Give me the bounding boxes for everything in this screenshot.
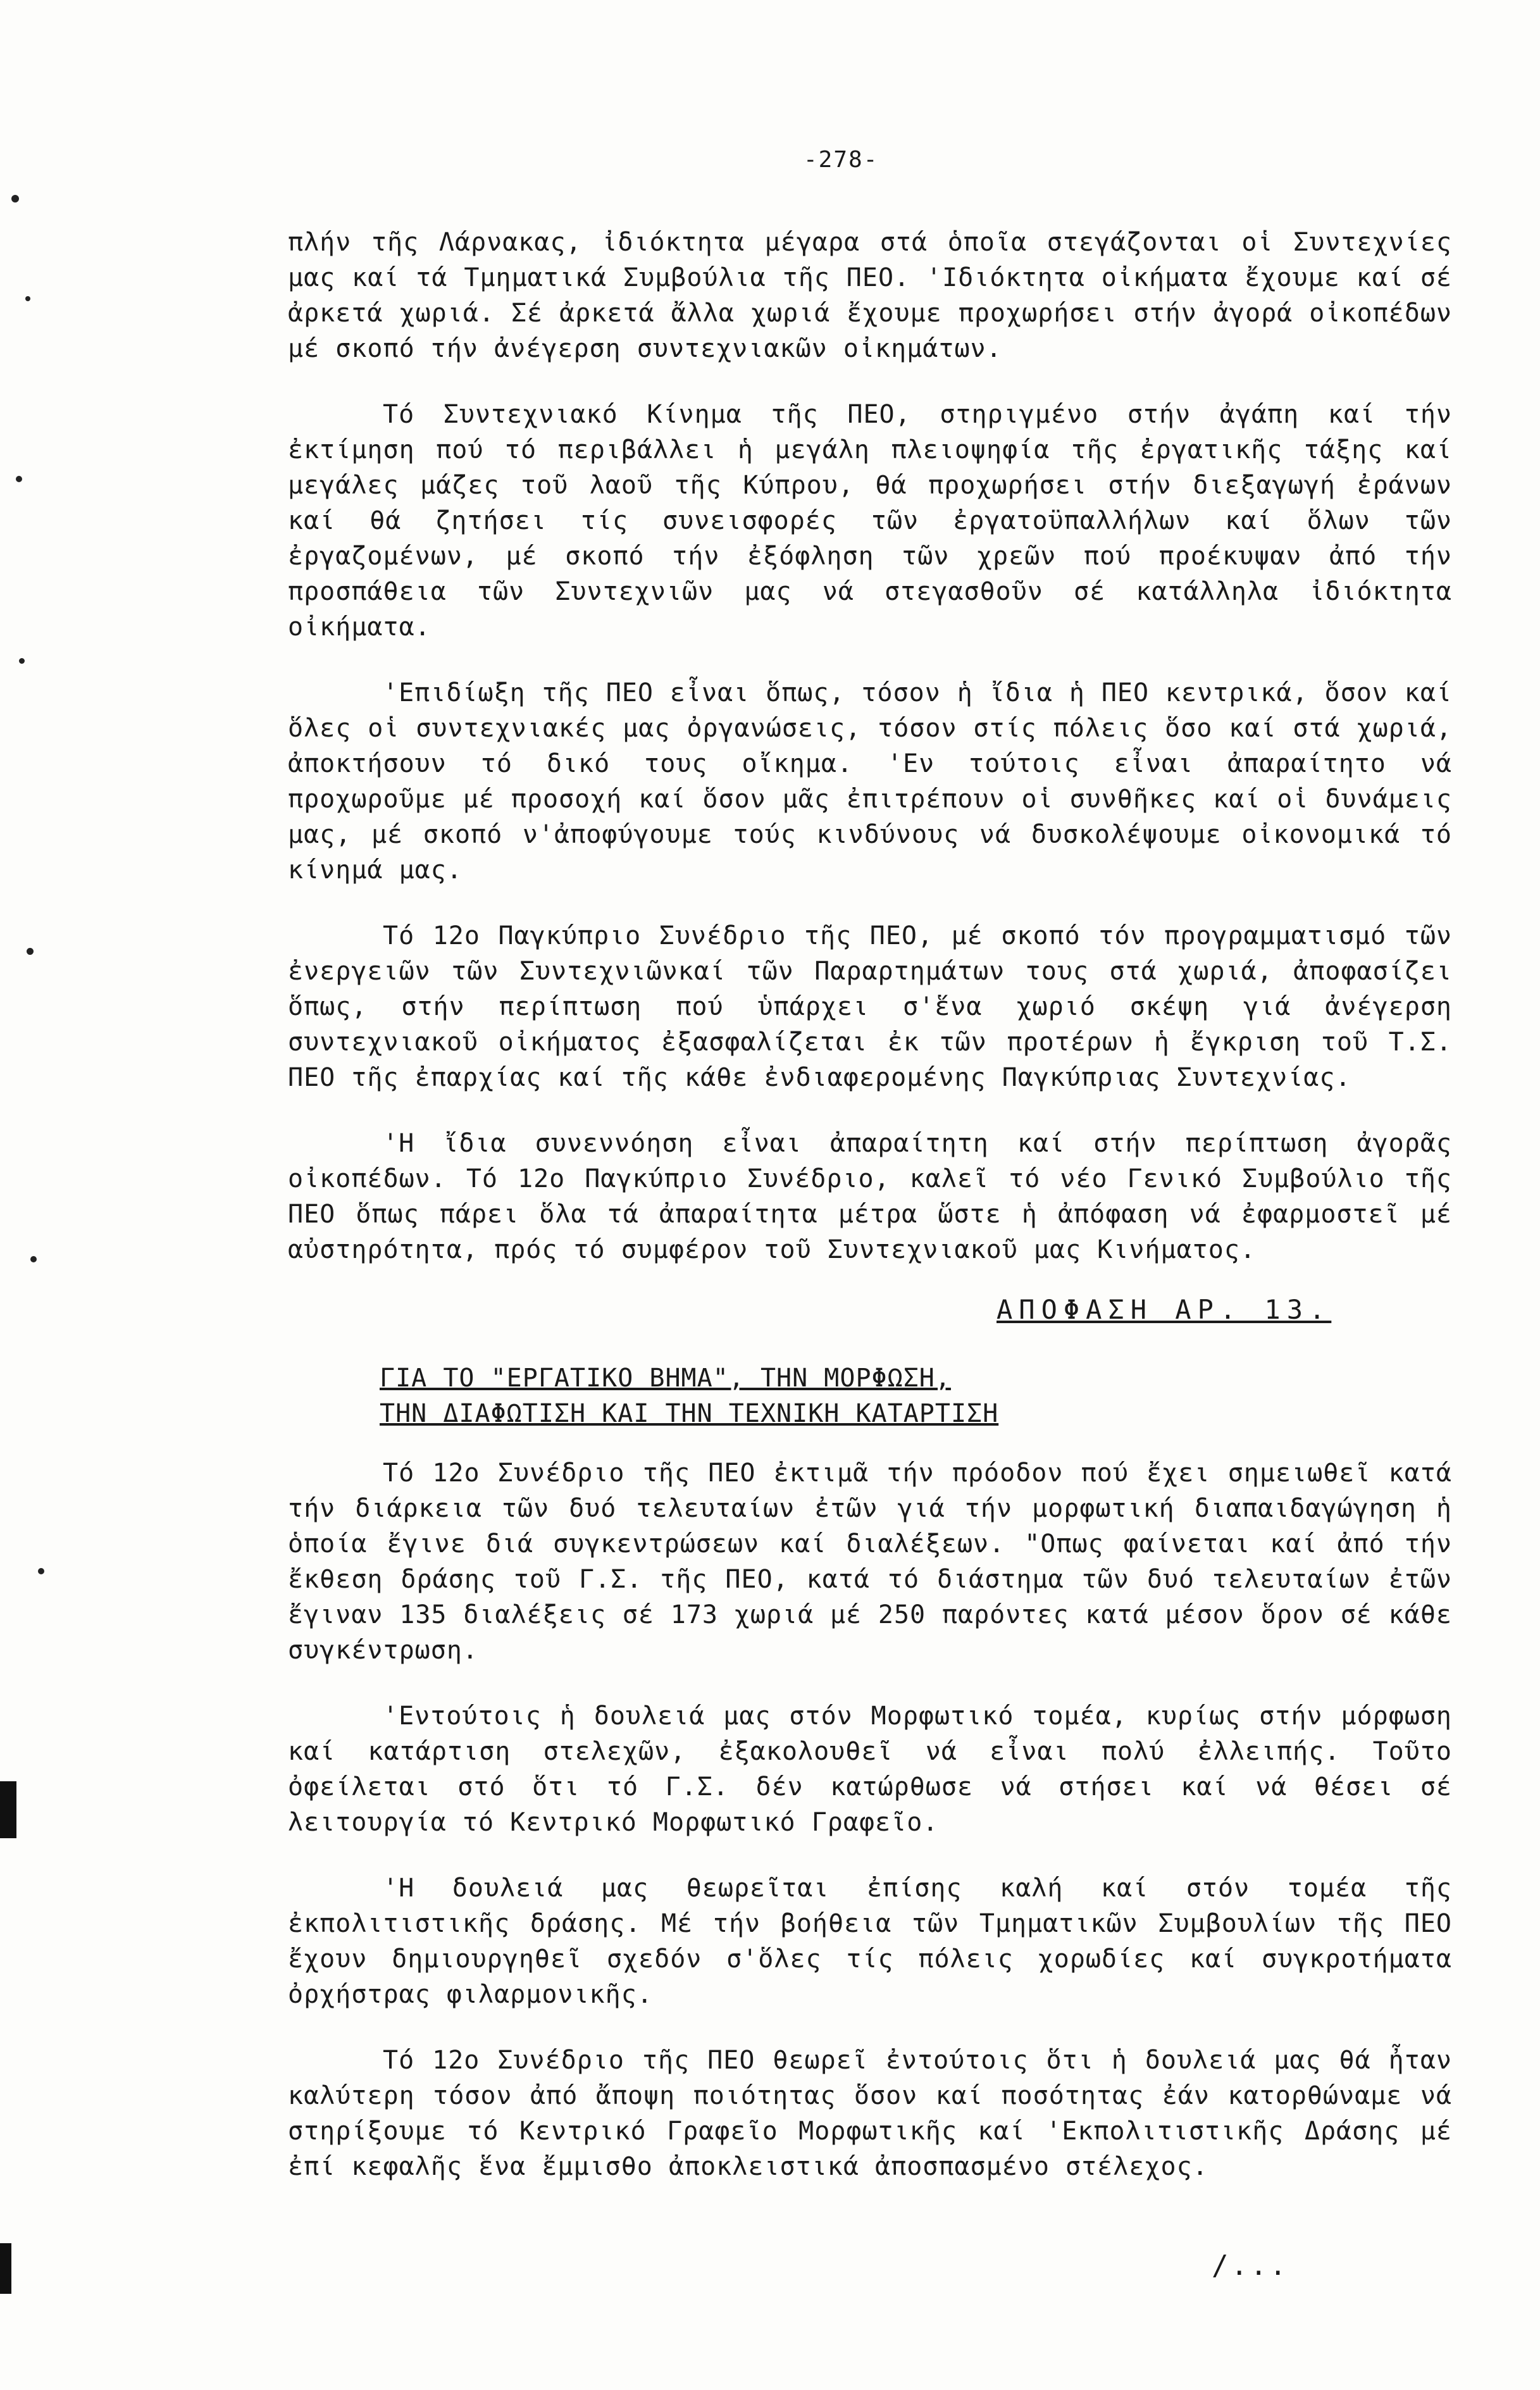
top-section xyxy=(288,225,1452,1298)
continuation-mark: /... xyxy=(1212,2250,1289,2282)
scan-edge-mark xyxy=(0,1781,16,1838)
paragraph: Τό Συντεχνιακό Κίνημα τῆς ΠΕΟ, στηριγμένο στήν ἀγάπη καί τήν ἐκτίμηση πού τό περιβάλλει ἡ μεγάλη πλειοψηφία τῆς ἐργατικῆς τάξης καί μεγάλες μάζες τοῦ λαοῦ τῆς Κύπρου, θά προχωρήσει στήν διεξαγωγή ἐράνων καί θά ζητήσει τίς συνεισφορές τῶν ἐργατοϋπαλλήλων καί ὅλων τῶν ἐργαζομένων, μέ σκοπό τήν ἐξόφληση τῶν χρεῶν πού προέκυψαν ἀπό τήν προσπάθεια τῶν Συντεχνιῶν μας νά στεγασθοῦν σέ κατάλληλα ἰδιόκτητα οἰκήματα. xyxy=(288,400,1452,642)
paragraph: Τό 12ο Συνέδριο τῆς ΠΕΟ ἐκτιμᾶ τήν πρόοδον πού ἔχει σημειωθεῖ κατά τήν διάρκεια τῶν δυό τελευταίων ἐτῶν γιά τήν μορφωτική διαπαιδαγώγηση ἡ ὁποία ἔγινε διά συγκεντρώσεων καί διαλέξεων. "Οπως φαίνεται καί ἀπό τήν ἔκθεση δράσης τοῦ Γ.Σ. τῆς ΠΕΟ, κατά τό διάστημα τῶν δυό τελευταίων ἐτῶν ἔγιναν 135 διαλέξεις σέ 173 χωριά μέ 250 παρόντες κατά μέσον ὅρον σέ κάθε συγκέντρωση. xyxy=(288,1459,1452,1665)
scan-speck xyxy=(25,296,30,301)
paragraph: 'Εντούτοις ἡ δουλειά μας στόν Μορφωτικό τομέα, κυρίως στήν μόρφωση καί κατάρτιση στελεχῶν, ἐξακολουθεῖ νά εἶναι πολύ ἐλλειπής. Τοῦτο ὀφείλεται στό ὅτι τό Γ.Σ. δέν κατώρθωσε νά στήσει καί νά θέσει σέ λειτουργία τό Κεντρικό Μορφωτικό Γραφεῖο. xyxy=(288,1702,1452,1837)
paragraph: Τό 12ο Παγκύπριο Συνέδριο τῆς ΠΕΟ, μέ σκοπό τόν προγραμματισμό τῶν ἐνεργειῶν τῶν Συντεχνιῶνκαί τῶν Παραρτημάτων τους στά χωριά, ἀποφασίζει ὅπως, στήν περίπτωση πού ὑπάρχει σ'ἕνα χωριό σκέψη γιά ἀνέγερση συντεχνιακοῦ οἰκήματος ἐξασφαλίζεται ἐκ τῶν προτέρων ἡ ἔγκριση τοῦ Τ.Σ. ΠΕΟ τῆς ἐπαρχίας καί τῆς κάθε ἐνδιαφερομένης Παγκύπριας Συντεχνίας. xyxy=(288,921,1452,1092)
scan-speck xyxy=(30,1256,37,1262)
paragraph: Τό 12ο Συνέδριο τῆς ΠΕΟ θεωρεῖ ἐντούτοις ὅτι ἡ δουλειά μας θά ἦταν καλύτερη τόσον ἀπό ἄποψη ποιότητας ὅσον καί ποσότητας ἐάν κατορθώναμε νά στηρίξουμε τό Κεντρικό Γραφεῖο Μορφωτικῆς καί 'Εκπολιτιστικῆς Δράσης μέ ἐπί κεφαλῆς ἕνα ἔμμισθο ἀποκλειστικά ἀποσπασμένο στέλεχος. xyxy=(288,2046,1452,2181)
scan-speck xyxy=(19,658,25,664)
scan-speck xyxy=(11,195,19,202)
paragraph: πλήν τῆς Λάρνακας, ἰδιόκτητα μέγαρα στά ὁποῖα στεγάζονται οἱ Συντεχνίες μας καί τά Τμηματικά Συμβούλια τῆς ΠΕΟ. 'Ιδιόκτητα οἰκήματα ἔχουμε καί σέ ἀρκετά χωριά. Σέ ἀρκετά ἄλλα χωριά ἔχουμε προχωρήσει στήν ἀγορά οἰκοπέδων μέ σκοπό τήν ἀνέγερση συντεχνιακῶν οἰκημάτων. xyxy=(288,228,1452,363)
paragraph: 'Επιδίωξη τῆς ΠΕΟ εἶναι ὅπως, τόσον ἡ ἴδια ἡ ΠΕΟ κεντρικά, ὅσον καί ὅλες οἱ συντεχνιακές μας ὀργανώσεις, τόσον στίς πόλεις ὅσο καί στά χωριά, ἀποκτήσουν τό δικό τους οἴκημα. 'Εν τούτοις εἶναι ἀπαραίτητο νά προχωροῦμε μέ προσοχή καί ὅσον μᾶς ἐπιτρέπουν οἱ συνθῆκες καί οἱ δυνάμεις μας, μέ σκοπό ν'ἀποφύγουμε τούς κινδύνους νά δυσκολέψουμε οἰκονομικά τό κίνημά μας. xyxy=(288,678,1452,885)
scan-speck xyxy=(38,1568,44,1574)
page-number: -278- xyxy=(804,147,879,173)
paragraph: 'Η δουλειά μας θεωρεῖται ἐπίσης καλή καί στόν τομέα τῆς ἐκπολιτιστικῆς δράσης. Μέ τήν βοήθεια τῶν Τμηματικῶν Συμβουλίων τῆς ΠΕΟ ἔχουν δημιουργηθεῖ σχεδόν σ'ὅλες τίς πόλεις χορωδίες καί συγκροτήματα ὀρχήστρας φιλαρμονικῆς. xyxy=(288,1874,1452,2009)
section-heading-line: ΓΙΑ ΤΟ "ΕΡΓΑΤΙΚΟ ΒΗΜΑ", ΤΗΝ ΜΟΡΦΩΣΗ, xyxy=(380,1364,951,1393)
section-heading xyxy=(380,1360,998,1431)
decision-section xyxy=(288,1455,1452,2215)
scan-speck xyxy=(27,948,34,955)
section-heading-line: ΤΗΝ ΔΙΑΦΩΤΙΣΗ ΚΑΙ ΤΗΝ ΤΕΧΝΙΚΗ ΚΑΤΑΡΤΙΣΗ xyxy=(380,1399,999,1428)
paragraph: 'Η ἴδια συνεννόηση εἶναι ἀπαραίτητη καί στήν περίπτωση ἀγορᾶς οἰκοπέδων. Τό 12ο Παγκύπριο Συνέδριο, καλεῖ τό νέο Γενικό Συμβούλιο τῆς ΠΕΟ ὅπως πάρει ὅλα τά ἀπαραίτητα μέτρα ὥστε ἡ ἀπόφαση νά ἐφαρμοστεῖ μέ αὐστηρότητα, πρός τό συμφέρον τοῦ Συντεχνιακοῦ μας Κινήματος. xyxy=(288,1129,1452,1264)
scan-edge-mark xyxy=(0,2243,11,2294)
scan-speck xyxy=(16,476,22,482)
decision-title: ΑΠΟΦΑΣΗ ΑΡ. 13. xyxy=(997,1294,1332,1325)
